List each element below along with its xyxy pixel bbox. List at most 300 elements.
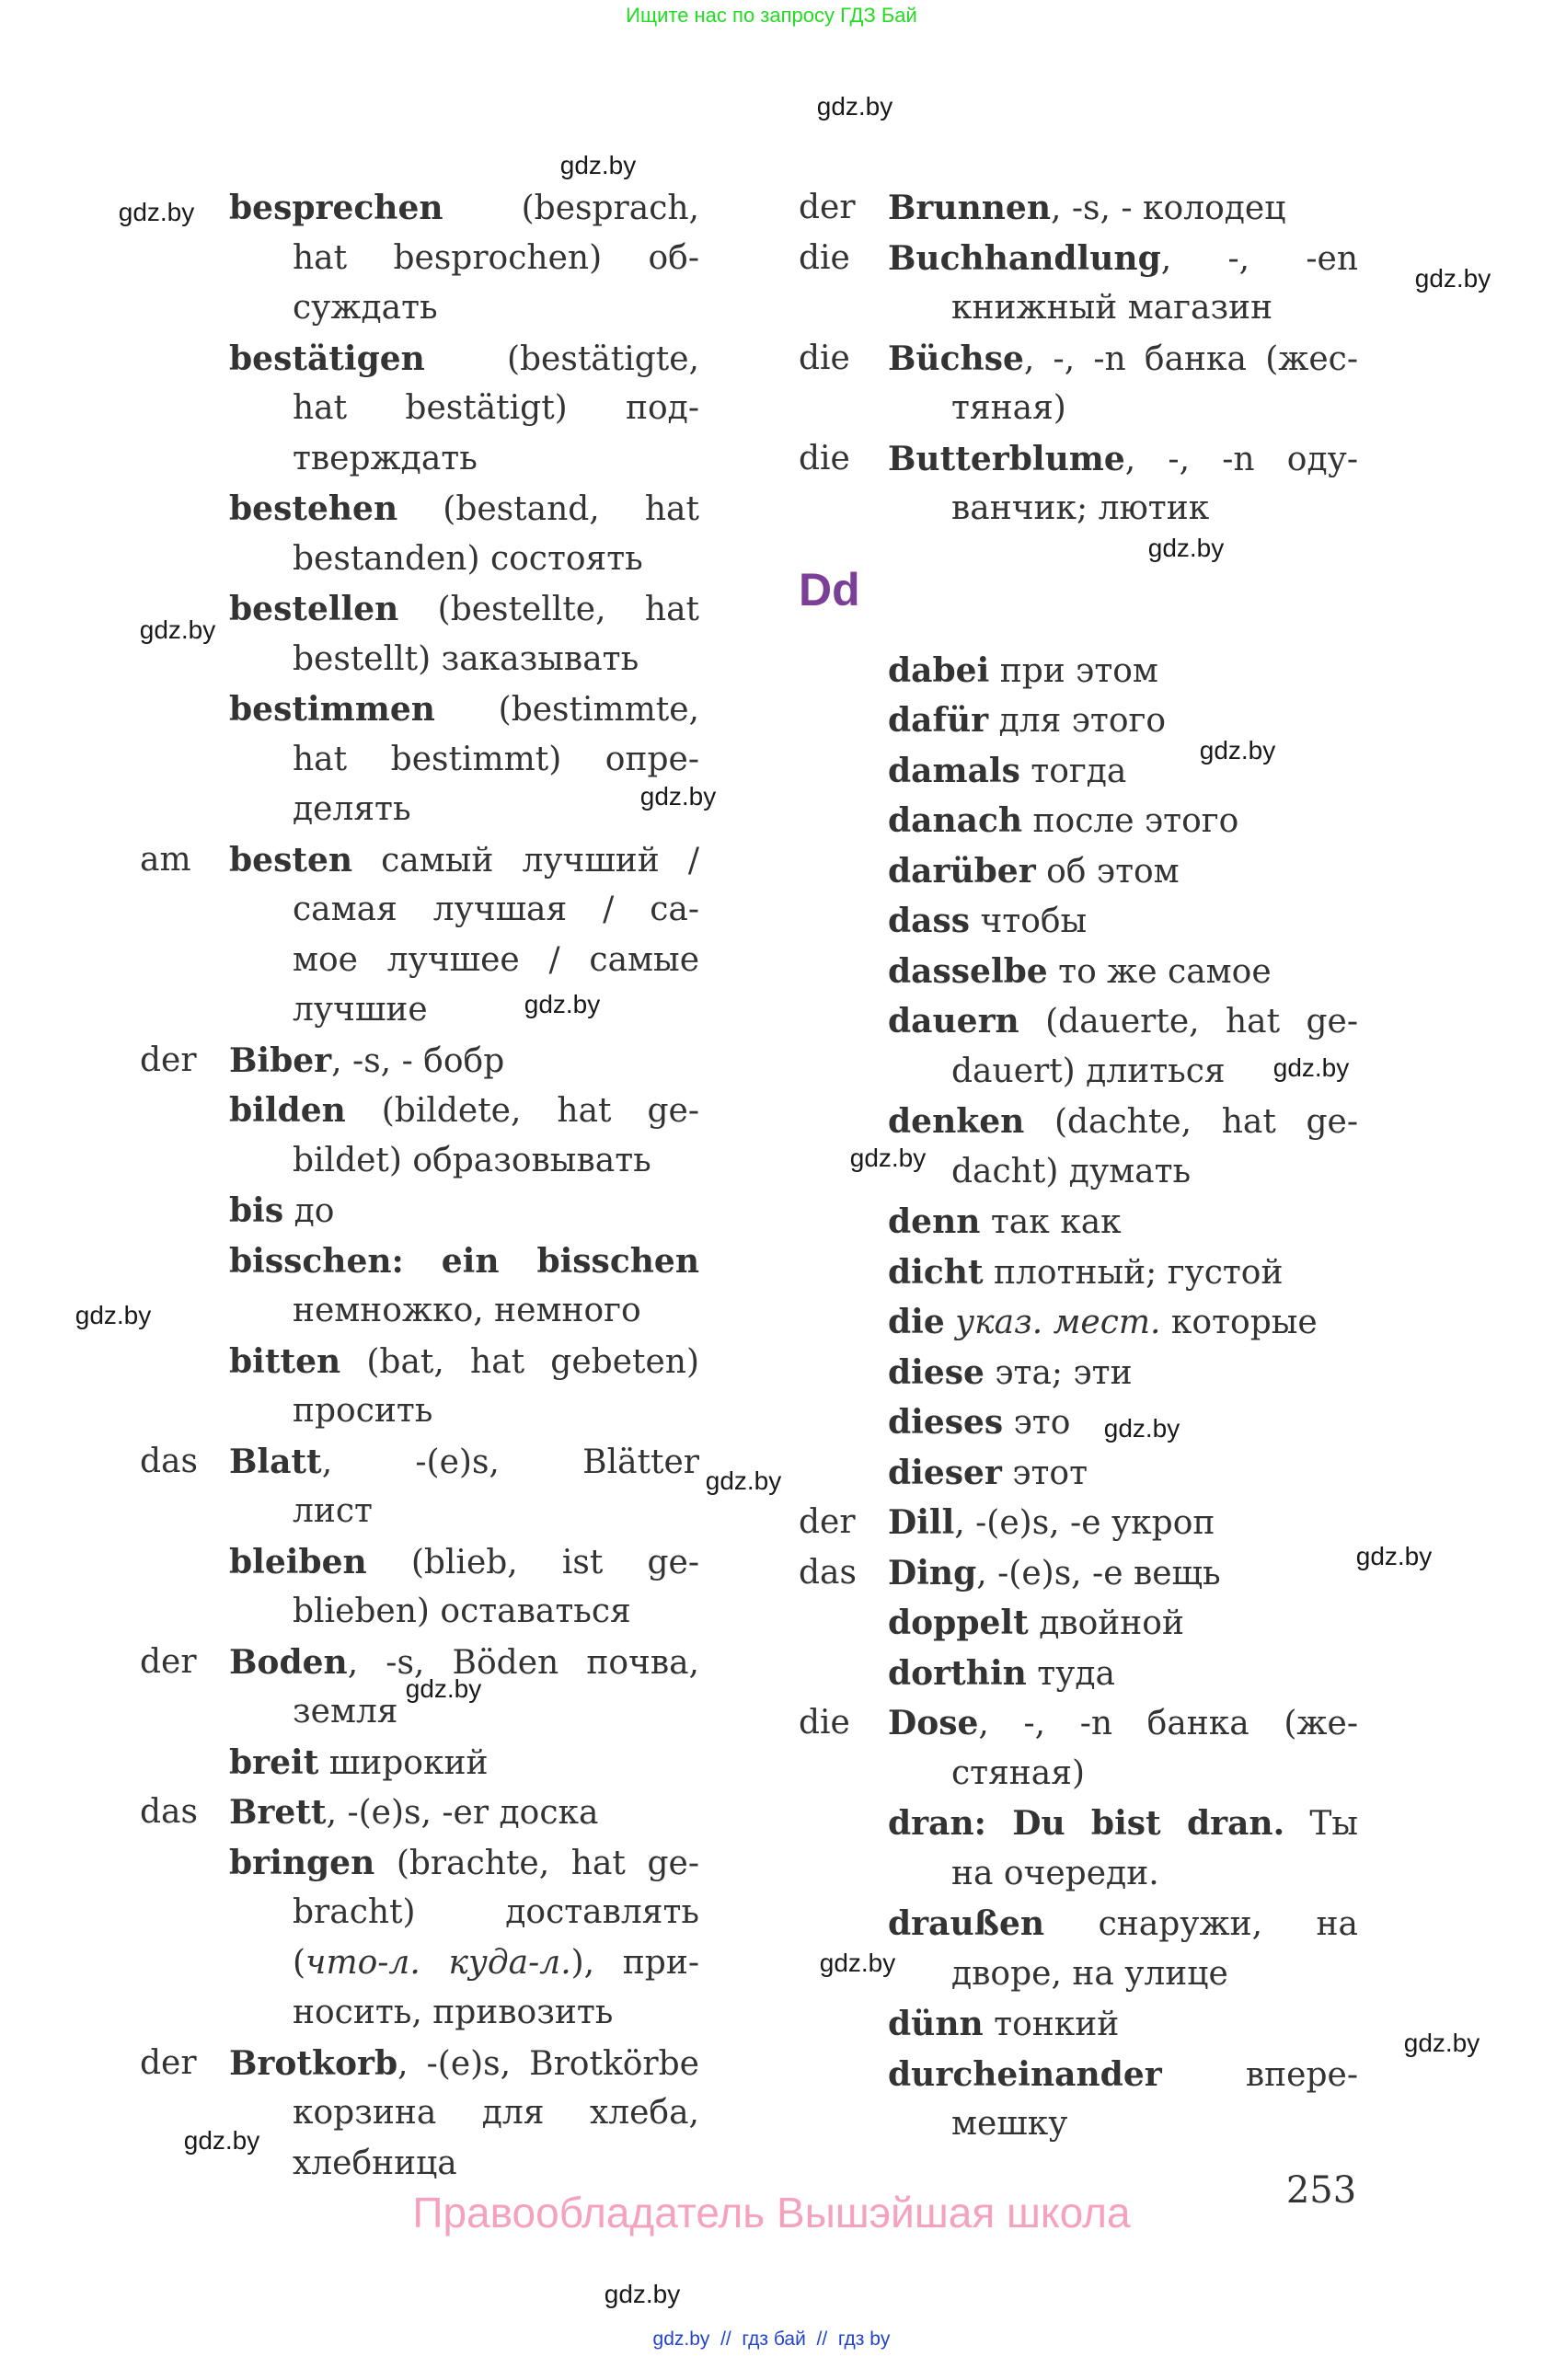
headword: bringen	[229, 1843, 375, 1882]
entry-text	[888, 2050, 1358, 2100]
translation: земля	[293, 1693, 398, 1730]
entry-text	[951, 1949, 1358, 2000]
entry-text	[293, 1687, 699, 1738]
site-links[interactable]: gdz.by // гдз бай // гдз by	[652, 2328, 891, 2350]
headword: bestehen	[229, 489, 398, 528]
entry-headline	[799, 1297, 1358, 1348]
translation: blieben) оставаться	[293, 1592, 631, 1630]
translation: , -s, Böden почва,	[347, 1643, 699, 1682]
translation: корзина для хлеба,	[293, 2094, 699, 2132]
headword: Dill	[888, 1503, 955, 1542]
entry-text	[951, 283, 1358, 334]
translation: самый лучший /	[352, 841, 699, 880]
dictionary-entry	[799, 1598, 1358, 1649]
dictionary-entry	[799, 183, 1358, 234]
dictionary-entry	[140, 1788, 699, 1838]
entry-text	[293, 1286, 699, 1337]
watermark: gdz.by	[183, 2126, 260, 2155]
entry-headline	[799, 1649, 1358, 1699]
article: die	[799, 339, 850, 377]
entry-text	[229, 183, 699, 234]
entry-continuation	[140, 1386, 699, 1437]
translation: , -s, - бобр	[331, 1041, 505, 1080]
entry-text	[888, 1649, 1358, 1699]
entry-headline	[799, 896, 1358, 947]
entry-headline	[799, 1397, 1358, 1448]
translation: широкий	[318, 1743, 489, 1782]
translation: туда	[1026, 1654, 1115, 1693]
dictionary-entry	[799, 2050, 1358, 2150]
translation: которые	[1160, 1304, 1318, 1341]
entry-text	[888, 1348, 1358, 1398]
entry-headline	[140, 484, 699, 535]
headword: Brett	[229, 1793, 327, 1832]
entry-continuation	[140, 1136, 699, 1187]
translation: bestanden) состоять	[293, 539, 643, 578]
watermark: gdz.by	[559, 151, 637, 179]
entry-text	[293, 2088, 699, 2139]
watermark: gdz.by	[1103, 1414, 1180, 1443]
headword: besten	[229, 840, 353, 880]
article: am	[140, 840, 191, 879]
dictionary-entry	[140, 1086, 699, 1186]
translation: , -(e)s, Blätter	[321, 1443, 699, 1481]
dictionary-entry	[799, 1548, 1358, 1599]
translation: dacht) думать	[951, 1152, 1192, 1190]
entry-continuation	[140, 1487, 699, 1537]
entry-headline	[140, 183, 699, 234]
entry-text	[293, 1386, 699, 1437]
translation: (bat, hat gebeten)	[340, 1342, 699, 1381]
entry-headline	[140, 1337, 699, 1387]
translation: это	[1003, 1404, 1071, 1442]
entry-headline	[140, 1236, 699, 1287]
entry-text	[888, 796, 1358, 846]
watermark: gdz.by	[1355, 1542, 1433, 1570]
entry-headline	[799, 434, 1358, 485]
translation: стяная)	[951, 1753, 1086, 1792]
translation: , -, -en	[1160, 239, 1358, 278]
page-number: 253	[1285, 2169, 1357, 2212]
translation: hat bestimmt) опре-	[293, 740, 699, 778]
translation: на очереди.	[951, 1854, 1159, 1892]
headword: denken	[888, 1102, 1025, 1141]
entry-headline	[140, 684, 699, 735]
entry-text	[229, 584, 699, 635]
translation: , -, -n банка (же-	[978, 1705, 1358, 1742]
watermark: gdz.by	[819, 1949, 896, 1977]
headword: Biber	[229, 1041, 332, 1080]
entry-headline	[799, 1348, 1358, 1398]
watermark: gdz.by	[705, 1466, 782, 1495]
entry-text	[229, 1086, 699, 1136]
headword: dorthin	[888, 1653, 1027, 1693]
entry-continuation	[140, 635, 699, 685]
headword: dieser	[888, 1453, 1002, 1492]
entries-b-continued	[799, 183, 1358, 535]
dictionary-entry	[799, 334, 1358, 434]
translation: , -(e)s, Brotkörbe	[397, 2044, 699, 2083]
translation: , -s, - колодец	[1051, 190, 1286, 227]
headword: Brunnen	[888, 189, 1051, 227]
article: das	[799, 1553, 857, 1592]
entry-headline	[799, 947, 1358, 997]
section-heading-dd: Dd	[799, 563, 860, 615]
headword: Ding	[888, 1553, 977, 1592]
headword: dass	[888, 902, 971, 940]
article: das	[140, 1793, 198, 1831]
translation: лучшие	[293, 991, 428, 1029]
translation: тяная)	[951, 389, 1066, 427]
headword: Blatt	[229, 1442, 322, 1481]
headword: dasselbe	[888, 951, 1048, 991]
headword: bis	[229, 1191, 284, 1230]
dictionary-entry	[799, 434, 1358, 535]
article: die	[799, 1704, 850, 1742]
entry-headline	[799, 1498, 1358, 1548]
entry-text	[293, 985, 699, 1036]
article: der	[140, 1642, 197, 1681]
entry-continuation	[140, 1286, 699, 1337]
copyright-notice: Правообладатель Вышэйшая школа	[412, 2189, 1131, 2236]
headword: Butterblume	[888, 439, 1125, 478]
headword: denn	[888, 1202, 981, 1241]
translation: после этого	[1022, 802, 1239, 840]
translation: , -(e)s, -e вещь	[976, 1554, 1221, 1592]
dictionary-entry	[140, 684, 699, 835]
headword: dauern	[888, 1002, 1019, 1041]
headword: die	[888, 1303, 945, 1341]
entry-text	[229, 1738, 699, 1788]
translation: двойной	[1028, 1604, 1184, 1642]
dictionary-entry	[799, 896, 1358, 947]
headword: durcheinander	[888, 2054, 1162, 2094]
watermark: gdz.by	[639, 782, 717, 811]
watermark: gdz.by	[604, 2280, 681, 2308]
entry-continuation	[140, 234, 699, 284]
headword: dieses	[888, 1403, 1004, 1442]
dictionary-entry	[799, 947, 1358, 997]
dictionary-entry	[799, 1348, 1358, 1398]
headword: dafür	[888, 701, 989, 740]
entry-text	[293, 1988, 699, 2039]
entry-text	[951, 384, 1358, 434]
entry-continuation	[140, 735, 699, 786]
entry-text	[229, 1437, 699, 1488]
translation: при этом	[989, 651, 1158, 690]
translation: bildet) образовывать	[293, 1141, 651, 1179]
grammar-note: указ. мест.	[955, 1304, 1161, 1341]
translation: , -(e)s, -er доска	[326, 1794, 599, 1832]
entry-text	[229, 835, 699, 886]
watermark: gdz.by	[139, 615, 216, 644]
entry-continuation	[140, 283, 699, 334]
dictionary-entry	[799, 646, 1358, 696]
dictionary-entry	[140, 183, 699, 334]
translation: , -, -n оду-	[1124, 440, 1358, 478]
translation: делять	[293, 790, 411, 828]
translation: , -, -n банка (жес-	[1023, 339, 1358, 378]
headword: dabei	[888, 650, 990, 690]
translation: ванчик; лютик	[951, 489, 1210, 527]
translation: (dauerte, hat ge-	[1019, 1003, 1358, 1041]
headword: bitten	[229, 1341, 341, 1381]
translation: мешку	[951, 2105, 1068, 2143]
entry-text	[229, 1186, 699, 1236]
entry-text	[888, 183, 1358, 234]
dictionary-entry	[140, 1186, 699, 1236]
headword: besprechen	[229, 189, 443, 227]
headword: diese	[888, 1352, 985, 1392]
entry-headline	[140, 1036, 699, 1087]
article: die	[799, 439, 850, 477]
entry-text	[888, 1799, 1358, 1849]
translation: книжный магазин	[951, 289, 1273, 327]
headword: bestimmen	[229, 690, 435, 729]
dictionary-entry	[799, 796, 1358, 846]
entry-text	[888, 1297, 1358, 1348]
headword: bilden	[229, 1091, 346, 1130]
entry-text	[293, 635, 699, 685]
entry-text	[293, 1938, 699, 1989]
entry-continuation	[140, 985, 699, 1036]
translation: (bildete, hat ge-	[345, 1092, 699, 1130]
search-hint-banner: Ищите нас по запросу ГДЗ Бай	[626, 4, 917, 27]
entry-text	[951, 1749, 1358, 1799]
entry-text	[293, 384, 699, 434]
dictionary-entry	[140, 2039, 699, 2190]
dictionary-entry	[140, 1236, 699, 1337]
dictionary-entry	[799, 1297, 1358, 1348]
dictionary-entry	[140, 334, 699, 485]
dictionary-entry	[140, 835, 699, 1036]
entry-text	[951, 2099, 1358, 2150]
entry-text	[888, 1899, 1358, 1949]
entry-headline	[140, 1838, 699, 1889]
entry-text	[888, 846, 1358, 897]
entry-text	[951, 484, 1358, 535]
left-dictionary-column	[140, 183, 699, 2189]
entry-headline	[799, 1698, 1358, 1749]
entry-headline	[799, 1899, 1358, 1949]
translation: ), при-	[570, 1943, 699, 1982]
entry-headline	[799, 1197, 1358, 1247]
entry-text	[888, 1698, 1358, 1749]
translation: , -(e)s, -e укроп	[954, 1504, 1215, 1542]
dictionary-entry	[140, 1738, 699, 1788]
dictionary-entry	[140, 484, 699, 584]
watermark: gdz.by	[405, 1674, 482, 1703]
entry-continuation	[140, 384, 699, 434]
entry-continuation	[140, 1587, 699, 1638]
entry-text	[293, 735, 699, 786]
entry-text	[888, 646, 1358, 696]
translation: (blieb, ist ge-	[366, 1543, 699, 1581]
headword: Brotkorb	[229, 2043, 398, 2083]
watermark: gdz.by	[75, 1301, 152, 1329]
entry-headline	[799, 1097, 1358, 1147]
headword: danach	[888, 801, 1023, 840]
entry-text	[229, 2039, 699, 2089]
entry-headline	[140, 1437, 699, 1488]
dictionary-entry	[799, 1247, 1358, 1298]
dictionary-entry	[799, 1999, 1358, 2050]
headword: Boden	[229, 1642, 348, 1682]
entry-text	[229, 1036, 699, 1087]
entry-headline	[799, 334, 1358, 385]
translation: (bestimmte,	[434, 691, 699, 729]
entry-headline	[799, 1999, 1358, 2050]
grammar-note: что-л. куда-л.	[305, 1943, 571, 1982]
entry-text	[888, 334, 1358, 385]
entry-text	[888, 996, 1358, 1047]
entry-headline	[140, 1186, 699, 1236]
entry-text	[229, 1537, 699, 1588]
translation: носить, привозить	[293, 1994, 614, 2031]
dictionary-entry	[140, 1437, 699, 1537]
dictionary-entry	[799, 1197, 1358, 1247]
entry-continuation	[140, 785, 699, 835]
entry-text	[888, 234, 1358, 284]
entry-text	[293, 1587, 699, 1638]
entry-continuation	[140, 1988, 699, 2039]
headword: darüber	[888, 851, 1036, 891]
dictionary-entry	[799, 1448, 1358, 1499]
entry-headline	[799, 183, 1358, 234]
translation: самая лучшая / са-	[293, 891, 699, 928]
entry-headline	[799, 1548, 1358, 1599]
entry-continuation	[799, 283, 1358, 334]
translation: впере-	[1161, 2055, 1358, 2094]
entry-text	[888, 1498, 1358, 1548]
entry-text	[888, 896, 1358, 947]
entry-text	[293, 1136, 699, 1187]
entry-text	[229, 334, 699, 385]
translation: хлебница	[293, 2144, 457, 2182]
translation: dauert) длиться	[951, 1052, 1226, 1090]
headword: bisschen: ein bisschen	[229, 1241, 699, 1281]
entry-text	[229, 1788, 699, 1838]
watermark: gdz.by	[1403, 2029, 1480, 2057]
translation: немножко, немного	[293, 1292, 641, 1329]
translation: лист	[293, 1492, 373, 1530]
watermark: gdz.by	[1414, 264, 1491, 293]
headword: dicht	[888, 1252, 984, 1292]
entry-text	[293, 434, 699, 485]
translation: (bestand, hat	[397, 490, 699, 528]
translation: Ты	[1284, 1805, 1358, 1843]
watermark: gdz.by	[816, 92, 893, 121]
entry-text	[229, 1337, 699, 1387]
entry-text	[888, 1197, 1358, 1247]
entry-text	[229, 684, 699, 735]
translation: hat besprochen) об-	[293, 238, 699, 277]
article: der	[799, 1503, 856, 1541]
entry-continuation	[140, 936, 699, 986]
translation: этот	[1001, 1454, 1088, 1492]
headword: dran: Du bist dran.	[888, 1804, 1285, 1843]
dictionary-entry	[799, 1397, 1358, 1448]
translation: для этого	[988, 702, 1167, 740]
entry-text	[888, 1999, 1358, 2050]
article: die	[799, 238, 850, 277]
entry-continuation	[799, 484, 1358, 535]
entry-continuation	[799, 1849, 1358, 1900]
headword: damals	[888, 751, 1020, 790]
watermark: gdz.by	[118, 198, 195, 226]
entry-text	[888, 434, 1358, 485]
translation: (	[293, 1943, 306, 1982]
entry-headline	[799, 2050, 1358, 2100]
headword: bestellen	[229, 590, 399, 628]
article: der	[140, 1041, 197, 1079]
entries-d	[799, 646, 1358, 2150]
dictionary-entry	[140, 584, 699, 684]
article: das	[140, 1442, 198, 1480]
entry-continuation	[140, 535, 699, 585]
entry-headline	[140, 835, 699, 886]
watermark: gdz.by	[524, 990, 601, 1018]
translation: чтобы	[970, 903, 1088, 940]
entry-headline	[799, 1598, 1358, 1649]
entry-continuation	[140, 885, 699, 936]
entry-text	[888, 1097, 1358, 1147]
translation: (dachte, hat ge-	[1024, 1103, 1358, 1141]
dictionary-entry	[799, 846, 1358, 897]
translation	[945, 1304, 955, 1341]
entry-headline	[799, 996, 1358, 1047]
entry-headline	[799, 646, 1358, 696]
entry-text	[293, 535, 699, 585]
translation: снаружи, на	[1044, 1905, 1358, 1943]
headword: Dose	[888, 1704, 979, 1742]
dictionary-entry	[140, 1036, 699, 1087]
watermark: gdz.by	[1147, 534, 1225, 562]
headword: Büchse	[888, 339, 1024, 378]
entry-headline	[140, 334, 699, 385]
headword: Buchhandlung	[888, 238, 1161, 278]
dictionary-entry	[799, 1698, 1358, 1799]
entry-text	[888, 746, 1358, 797]
translation: тонкий	[983, 2006, 1120, 2043]
entry-text	[888, 1448, 1358, 1499]
entry-text	[293, 283, 699, 334]
translation: плотный; густой	[983, 1253, 1284, 1292]
entry-text	[229, 1236, 699, 1287]
entry-continuation	[799, 2099, 1358, 2150]
translation: bracht) доставлять	[293, 1893, 699, 1931]
watermark: gdz.by	[849, 1144, 927, 1172]
entry-headline	[799, 1799, 1358, 1849]
entry-text	[888, 696, 1358, 746]
entry-headline	[140, 584, 699, 635]
entry-text	[229, 484, 699, 535]
entry-headline	[799, 1247, 1358, 1298]
translation: до	[283, 1192, 335, 1230]
translation: дворе, на улице	[951, 1954, 1228, 1993]
entry-text	[293, 1487, 699, 1537]
translation: (bestätigte,	[424, 339, 699, 378]
headword: breit	[229, 1742, 319, 1782]
translation: мое лучшее / самые	[293, 940, 699, 979]
translation: hat bestätigt) под-	[293, 389, 699, 427]
entry-continuation	[799, 1749, 1358, 1799]
entry-headline	[799, 796, 1358, 846]
entry-headline	[140, 1738, 699, 1788]
dictionary-entry	[140, 1337, 699, 1437]
entry-text	[888, 1548, 1358, 1599]
translation: bestellt) заказывать	[293, 639, 639, 678]
